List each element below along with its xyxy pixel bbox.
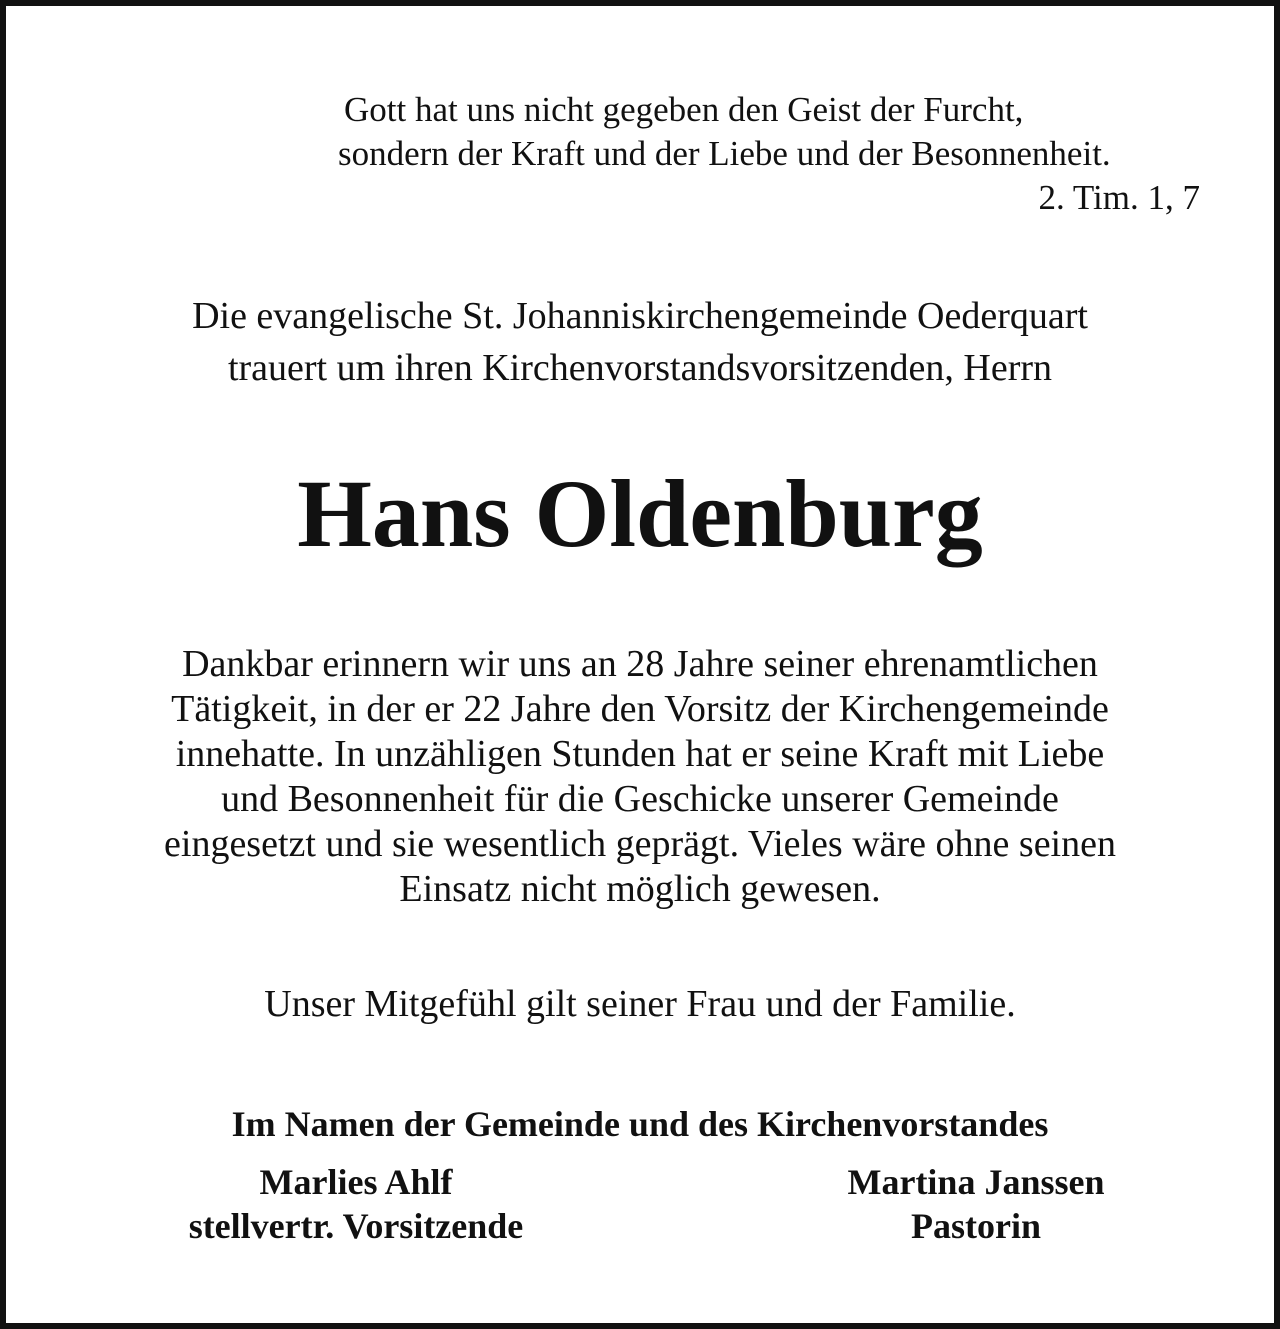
signer-role: Pastorin [911, 1206, 1041, 1246]
sympathy-text: Unser Mitgefühl gilt seiner Frau und der Familie. [264, 983, 1016, 1025]
tribute-line: Tätigkeit, in der er 22 Jahre den Vorsitz der Kirchengemeinde [171, 688, 1109, 730]
tribute-line: eingesetzt und sie wesentlich geprägt. Vieles wäre ohne seinen [164, 823, 1116, 865]
signer-name: Marlies Ahlf [259, 1162, 453, 1202]
intro-line-2: trauert um ihren Kirchenvorstandsvorsitzenden, Herrn [227, 347, 1053, 389]
verse-reference: 2. Tim. 1, 7 [1038, 178, 1200, 217]
tribute-line: Dankbar erinnern wir uns an 28 Jahre seiner ehrenamtlichen [182, 643, 1098, 685]
signer-right [766, 1160, 1186, 1248]
tribute-line: innehatte. In unzähligen Stunden hat er seine Kraft mit Liebe [175, 733, 1105, 775]
signer-name: Martina Janssen [847, 1162, 1105, 1202]
signoff-heading: Im Namen der Gemeinde und des Kirchenvorstandes [231, 1104, 1049, 1144]
tribute-text [6, 642, 1274, 912]
bible-verse [338, 88, 1202, 220]
tribute-line: Einsatz nicht möglich gewesen. [399, 868, 881, 910]
verse-line-2: sondern der Kraft und der Liebe und der Besonnenheit. [338, 134, 1111, 173]
signer-left [136, 1160, 576, 1248]
tribute-line: und Besonnenheit für die Geschicke unserer Gemeinde [221, 778, 1059, 820]
intro-line-1: Die evangelische St. Johanniskirchengemeinde Oederquart [192, 295, 1088, 337]
signer-role: stellvertr. Vorsitzende [188, 1206, 524, 1246]
deceased-name: Hans Oldenburg [297, 460, 983, 567]
verse-line-1: Gott hat uns nicht gegeben den Geist der Furcht, [344, 90, 1024, 129]
intro-text [6, 290, 1274, 394]
